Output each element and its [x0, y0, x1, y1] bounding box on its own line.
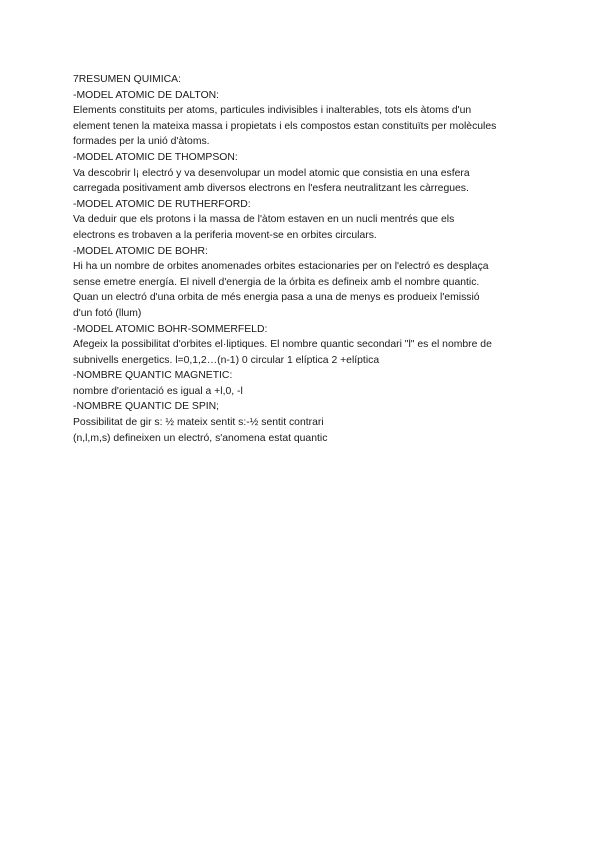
heading-dalton: -MODEL ATOMIC DE DALTON: — [73, 89, 220, 101]
paragraph-line: Elements constituits per atoms, particules indivisibles i inalterables, tots els àtoms d'un — [73, 105, 472, 117]
heading-rutherford: -MODEL ATOMIC DE RUTHERFORD: — [73, 198, 251, 210]
paragraph-line: Quan un electró d'una orbita de més energia pasa a una de menys es produeix l'emissió — [73, 292, 480, 304]
heading-bohr: -MODEL ATOMIC DE BOHR: — [73, 245, 208, 257]
paragraph-line: carregada positivament amb diversos electrons en l'esfera neutralitzant les càrregues. — [73, 183, 469, 195]
document-body — [73, 72, 533, 446]
heading-spin-quantum-number: -NOMBRE QUANTIC DE SPIN; — [73, 401, 220, 413]
paragraph-line: (n,l,m,s) defineixen un electró, s'anomena estat quantic — [73, 432, 328, 444]
paragraph-line: Hi ha un nombre de orbites anomenades orbites estacionaries per on l'electró es desplaça — [73, 261, 489, 273]
paragraph-line: Va descobrir l¡ electró y va desenvolupar un model atomic que consistia en una esfera — [73, 167, 470, 179]
heading-magnetic-quantum-number: -NOMBRE QUANTIC MAGNETIC: — [73, 370, 233, 382]
paragraph-line: Possibilitat de gir s: ½ mateix sentit s:-½ sentit contrari — [73, 417, 324, 429]
document-title: 7RESUMEN QUIMICA: — [73, 74, 181, 85]
heading-bohr-sommerfeld: -MODEL ATOMIC BOHR-SOMMERFELD: — [73, 323, 268, 335]
paragraph-line: Va deduir que els protons i la massa de l'àtom estaven en un nucli mentrés que els — [73, 214, 455, 226]
paragraph-line: sense emetre energía. El nivell d'energia de la órbita es defineix amb el nombre quantic. — [73, 276, 480, 288]
paragraph-line: nombre d'orientació es igual a +l,0, -l — [73, 385, 243, 397]
paragraph-line: formades per la unió d'àtoms. — [73, 136, 210, 148]
paragraph-line: subnivells energetics. l=0,1,2…(n-1) 0 circular 1 elíptica 2 +elíptica — [73, 354, 380, 366]
paragraph-line: Afegeix la possibilitat d'orbites el·liptiques. El nombre quantic secondari "l" es el nombre de — [73, 339, 492, 351]
paragraph-line: electrons es trobaven a la periferia movent-se en orbites circulars. — [73, 229, 377, 241]
heading-thompson: -MODEL ATOMIC DE THOMPSON: — [73, 151, 238, 163]
paragraph-line: element tenen la mateixa massa i propietats i els compostos estan constituïts per molècules — [73, 120, 497, 132]
paragraph-line: d'un fotó (llum) — [73, 307, 142, 319]
